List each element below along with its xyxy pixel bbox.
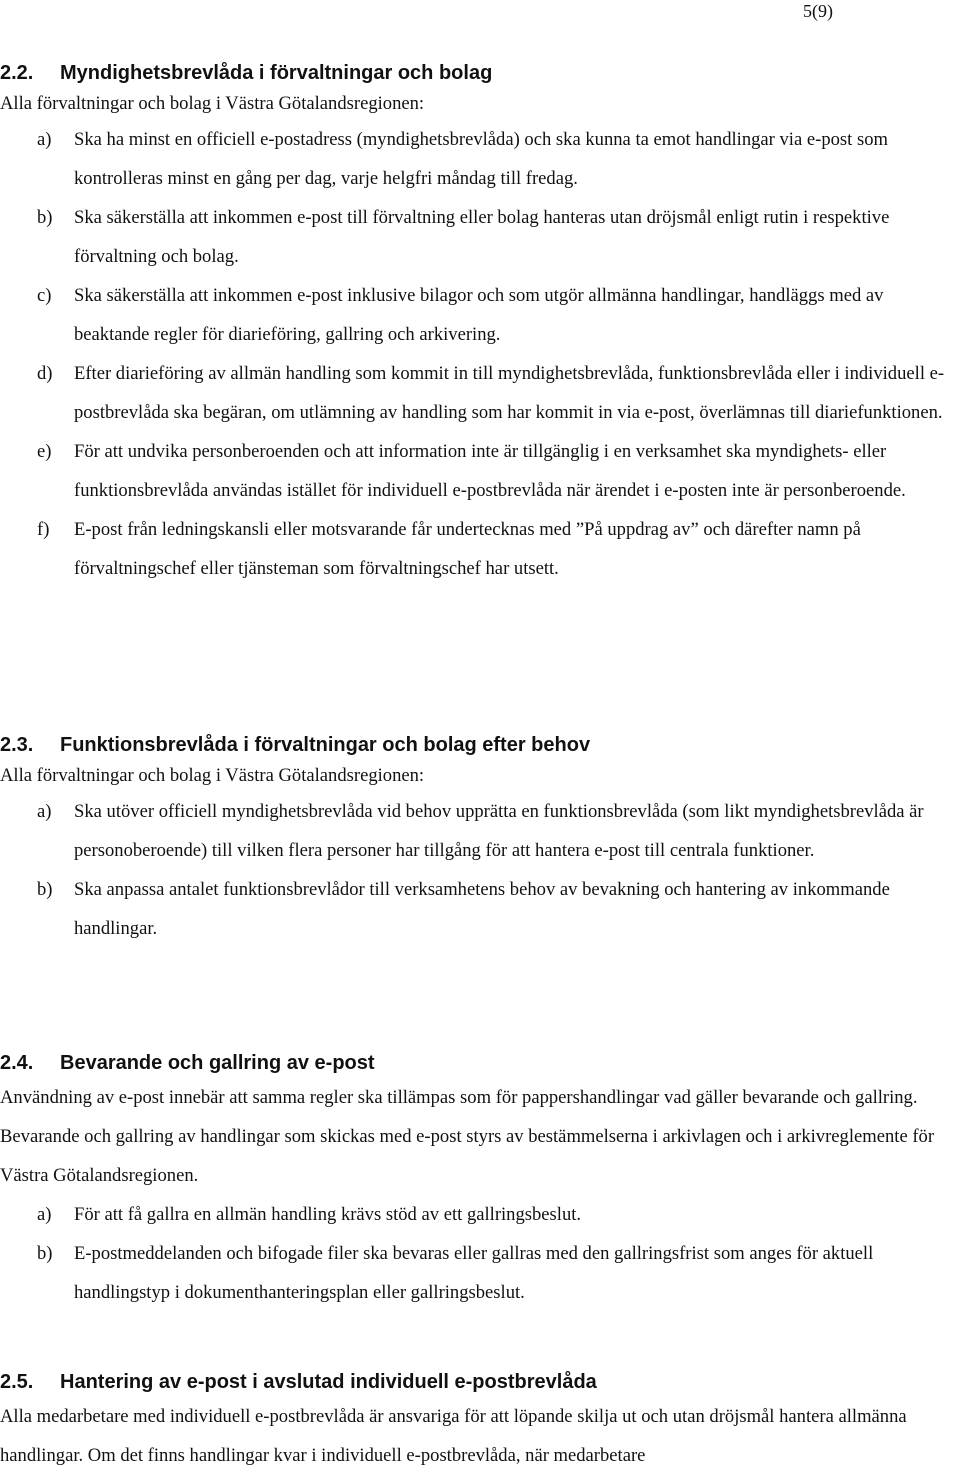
section-number: 2.2.	[0, 62, 34, 84]
list-item-text: Ska ha minst en officiell e-postadress (myndighetsbrevlåda) och ska kunna ta emot handlingar via e-post som kontrolleras minst en gång per dag, varje helgfri måndag till fredag.	[74, 129, 888, 189]
section-intro: Användning av e-post innebär att samma regler ska tillämpas som för pappershandlingar vad gäller bevarande och gallring. Bevarande och gallring av handlingar som skickas med e-post styrs av bestämmelserna i arkivlagen och i arkivreglemente för Västra Götalandsregionen.	[0, 1087, 935, 1186]
list-marker: b)	[37, 207, 53, 228]
section-title: Bevarande och gallring av e-post	[60, 1052, 375, 1074]
section-number: 2.3.	[0, 734, 34, 756]
list-item-text: E-postmeddelanden och bifogade filer ska bevaras eller gallras med den gallringsfrist som anges för aktuell handlingstyp i dokumenthanteringsplan eller gallringsbeslut.	[74, 1243, 874, 1303]
list-marker: e)	[37, 441, 52, 462]
list-item	[0, 1195, 958, 1234]
list-marker: a)	[37, 129, 52, 150]
section-intro: Alla förvaltningar och bolag i Västra Götalandsregionen:	[0, 765, 425, 786]
page-number: 5(9)	[803, 1, 833, 21]
list-item	[0, 510, 958, 588]
section-heading	[0, 1369, 958, 1395]
list-item-text: För att få gallra en allmän handling krävs stöd av ett gallringsbeslut.	[74, 1204, 582, 1225]
section-2-3	[0, 732, 958, 948]
list-marker: c)	[37, 285, 52, 306]
list-item-text: För att undvika personberoenden och att information inte är tillgänglig i en verksamhet ska myndighets- eller funktionsbrevlåda användas istället för individuell e-postbrevlåda när ärendet i e-posten inte är personberoende.	[74, 441, 906, 501]
list-item	[0, 276, 958, 354]
section-intro: Alla förvaltningar och bolag i Västra Götalandsregionen:	[0, 93, 425, 114]
section-heading	[0, 732, 958, 758]
list-marker: a)	[37, 801, 52, 822]
list-item	[0, 120, 958, 198]
list-marker: f)	[37, 519, 50, 540]
list-item	[0, 198, 958, 276]
section-heading	[0, 60, 958, 86]
section-2-2	[0, 60, 958, 588]
section-2-4	[0, 1050, 958, 1312]
list-marker: a)	[37, 1204, 52, 1225]
list-item	[0, 432, 958, 510]
section-number: 2.4.	[0, 1052, 34, 1074]
list-item-text: Efter diarieföring av allmän handling som kommit in till myndighetsbrevlåda, funktionsbrevlåda eller i individuell e-postbrevlåda ska begäran, om utlämning av handling som har kommit in via e-post, överlämnas till diariefunktionen.	[74, 363, 945, 423]
section-2-5	[0, 1369, 958, 1475]
list-marker: b)	[37, 1243, 53, 1264]
list-marker: d)	[37, 363, 53, 384]
list-item	[0, 354, 958, 432]
list-item	[0, 1234, 958, 1312]
list-item-text: Ska utöver officiell myndighetsbrevlåda vid behov upprätta en funktionsbrevlåda (som likt myndighetsbrevlåda är personoberoende) till vilken flera personer har tillgång för att hantera e-post till centrala funktioner.	[74, 801, 924, 861]
section-number: 2.5.	[0, 1371, 34, 1393]
section-intro: Alla medarbetare med individuell e-postbrevlåda är ansvariga för att löpande skilja ut och utan dröjsmål hantera allmänna handlingar. Om det finns handlingar kvar i individuell e-postbrevlåda, när medarbetare	[0, 1406, 907, 1466]
list-item-text: Ska säkerställa att inkommen e-post inklusive bilagor och som utgör allmänna handlingar, handläggs med av beaktande regler för diarieföring, gallring och arkivering.	[74, 285, 884, 345]
list-item-text: Ska anpassa antalet funktionsbrevlådor till verksamhetens behov av bevakning och hantering av inkommande handlingar.	[74, 879, 890, 939]
section-title: Funktionsbrevlåda i förvaltningar och bolag efter behov	[60, 734, 591, 756]
list-item	[0, 870, 958, 948]
list-item-text: E-post från ledningskansli eller motsvarande får undertecknas med ”På uppdrag av” och därefter namn på förvaltningschef eller tjänsteman som förvaltningschef har utsett.	[74, 519, 861, 579]
section-heading	[0, 1050, 958, 1076]
list-marker: b)	[37, 879, 53, 900]
list-item-text: Ska säkerställa att inkommen e-post till förvaltning eller bolag hanteras utan dröjsmål enligt rutin i respektive förvaltning och bolag.	[74, 207, 890, 267]
section-title: Hantering av e-post i avslutad individuell e-postbrevlåda	[60, 1371, 597, 1393]
list-item	[0, 792, 958, 870]
section-title: Myndighetsbrevlåda i förvaltningar och bolag	[60, 62, 493, 84]
